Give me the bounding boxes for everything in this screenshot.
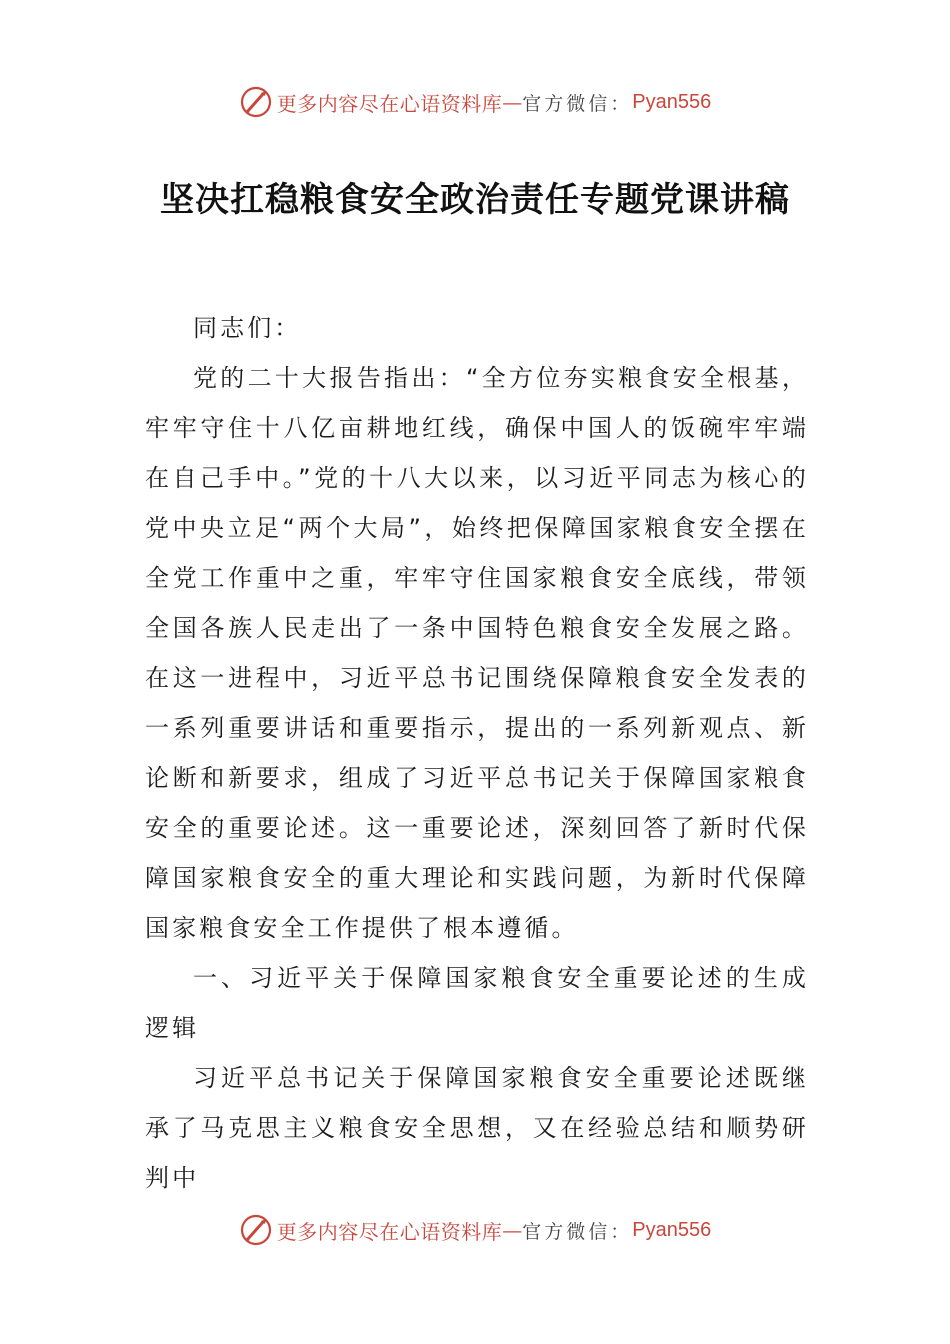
watermark-separator: —: [502, 1218, 523, 1242]
watermark-separator: —: [502, 90, 523, 114]
footer-watermark: [0, 1210, 950, 1250]
watermark-official-label: 官方微信：: [522, 1220, 633, 1243]
header-watermark: [0, 82, 950, 122]
section-heading: 一、习近平关于保障国家粮食安全重要论述的生成逻辑: [145, 964, 809, 1042]
pen-logo-icon: [239, 85, 273, 119]
document-body: [145, 303, 809, 1203]
watermark-official-label: 官方微信：: [522, 92, 633, 115]
document-title: 坚决扛稳粮食安全政治责任专题党课讲稿: [160, 180, 790, 220]
pen-logo-icon: [239, 1213, 273, 1247]
watermark-site-text: 更多内容尽在心语资料库: [276, 91, 503, 116]
salutation-paragraph: 同志们：: [193, 314, 302, 342]
body-paragraph: 习近平总书记关于保障国家粮食安全重要论述既继承了马克思主义粮食安全思想，又在经验总结和顺势研判中: [145, 1064, 809, 1192]
watermark-wechat-id: Pyan556: [632, 90, 712, 113]
watermark-site-text: 更多内容尽在心语资料库: [276, 1219, 503, 1244]
watermark-wechat-id: Pyan556: [632, 1218, 712, 1241]
body-paragraph: 党的二十大报告指出：“全方位夯实粮食安全根基，牢牢守住十八亿亩耕地红线，确保中国人的饭碗牢牢端在自己手中。”党的十八大以来，以习近平同志为核心的党中央立足“两个大局”，始终把保障国家粮食安全摆在全党工作重中之重，牢牢守住国家粮食安全底线，带领全国各族人民走出了一条中国特色粮食安全发展之路。在这一进程中，习近平总书记围绕保障粮食安全发表的一系列重要讲话和重要指示，提出的一系列新观点、新论断和新要求，组成了习近平总书记关于保障国家粮食安全的重要论述。这一重要论述，深刻回答了新时代保障国家粮食安全的重大理论和实践问题，为新时代保障国家粮食安全工作提供了根本遵循。: [145, 364, 809, 942]
